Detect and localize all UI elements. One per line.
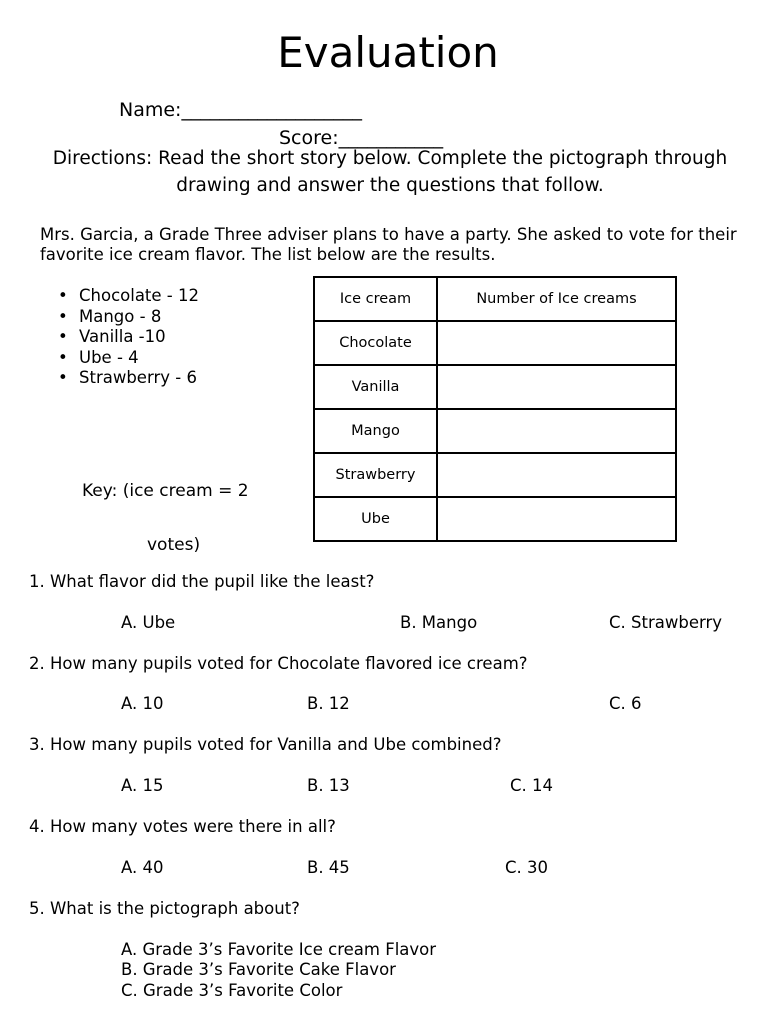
table-header-count: Number of Ice creams [437,277,676,321]
q2-option-b: B. 12 [307,694,350,713]
question-5: 5. What is the pictograph about? [29,899,300,918]
table-cell-flavor: Ube [314,497,437,541]
question-1: 1. What flavor did the pupil like the least? [29,572,375,591]
table-cell-drawing [437,321,676,365]
table-header-row [314,277,676,321]
q4-option-a: A. 40 [121,858,164,877]
table-row [314,365,676,409]
list-item: • Vanilla -10 [58,327,199,348]
list-item: • Ube - 4 [58,348,199,369]
table-cell-flavor: Vanilla [314,365,437,409]
q1-option-b: B. Mango [400,613,478,632]
page-title: Evaluation [277,28,499,77]
q5-option-a: A. Grade 3’s Favorite Ice cream Flavor [121,940,437,959]
q4-option-b: B. 45 [307,858,350,877]
question-2: 2. How many pupils voted for Chocolate flavored ice cream? [29,654,528,673]
question-3: 3. How many pupils voted for Vanilla and Ube combined? [29,735,502,754]
table-cell-drawing [437,409,676,453]
q3-option-c: C. 14 [510,776,554,795]
table-cell-flavor: Strawberry [314,453,437,497]
q5-option-b: B. Grade 3’s Favorite Cake Flavor [121,960,396,979]
list-item: • Strawberry - 6 [58,368,199,389]
table-cell-drawing [437,453,676,497]
q1-option-c: C. Strawberry [609,613,723,632]
question-4: 4. How many votes were there in all? [29,817,336,836]
key-text: Key: (ice cream = 2 [82,481,249,501]
table-header-flavor: Ice cream [314,277,437,321]
key-text-continued: votes) [147,535,201,555]
table-row [314,497,676,541]
list-item: • Mango - 8 [58,307,199,328]
q4-option-c: C. 30 [505,858,549,877]
q2-option-a: A. 10 [121,694,164,713]
directions-text: Directions: Read the short story below. Complete the pictograph through drawing and answer the questions that follow. [52,148,728,196]
q3-option-a: A. 15 [121,776,164,795]
name-field-line: Name:___________________ [119,99,362,121]
table-row [314,321,676,365]
q2-option-c: C. 6 [609,694,642,713]
table-row [314,409,676,453]
q1-option-a: A. Ube [121,613,176,632]
q3-option-b: B. 13 [307,776,350,795]
results-list [58,286,199,389]
table-cell-flavor: Mango [314,409,437,453]
list-item: • Chocolate - 12 [58,286,199,307]
q5-option-c: C. Grade 3’s Favorite Color [121,981,343,1000]
table-row [314,453,676,497]
pictograph-table [313,276,677,542]
table-cell-flavor: Chocolate [314,321,437,365]
table-cell-drawing [437,365,676,409]
story-text: Mrs. Garcia, a Grade Three adviser plans to have a party. She asked to vote for their favorite ice cream flavor. The list below are the results. [40,225,737,264]
score-field-line: Score:___________ [279,127,444,149]
table-cell-drawing [437,497,676,541]
